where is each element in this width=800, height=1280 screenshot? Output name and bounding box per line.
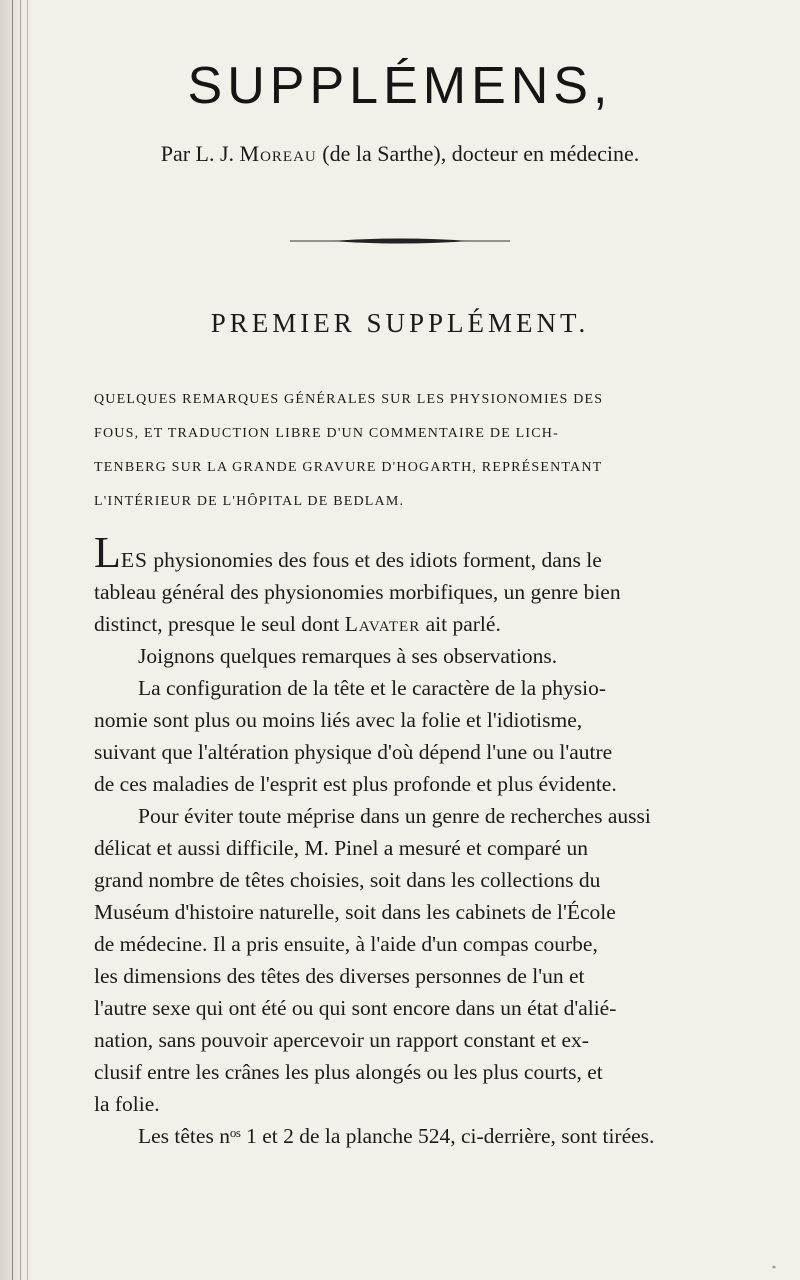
- binding-rule: [12, 0, 13, 1280]
- paragraph-3-line: de ces maladies de l'esprit est plus profonde et plus évidente.: [94, 772, 617, 796]
- paragraph-4-line: nation, sans pouvoir apercevoir un rapport constant et ex-: [94, 1028, 589, 1052]
- paragraph-4-line: de médecine. Il a pris ensuite, à l'aide d'un compas courbe,: [94, 932, 598, 956]
- main-title: SUPPLÉMENS,: [187, 57, 613, 115]
- binding-rule: [27, 0, 28, 1280]
- author-suffix: (de la Sarthe), docteur en médecine.: [322, 141, 640, 166]
- paragraph-4-line: délicat et aussi difficile, M. Pinel a mesuré et comparé un: [94, 836, 588, 860]
- paragraph-4-line: la folie.: [94, 1092, 160, 1116]
- paragraph-1-line: tableau général des physionomies morbifiques, un genre bien: [94, 580, 621, 604]
- subtitle-line: QUELQUES REMARQUES GÉNÉRALES SUR LES PHYSIONOMIES DES: [94, 392, 604, 407]
- binding-rule: [20, 0, 21, 1280]
- paragraph-3-line: La configuration de la tête et le caractère de la physio-: [138, 676, 606, 700]
- paragraph-text: ait parlé.: [425, 612, 501, 636]
- paragraph-4-line: l'autre sexe qui ont été ou qui sont encore dans un état d'alié-: [94, 996, 617, 1020]
- page-binding-edge: [0, 0, 34, 1280]
- author-line: [0, 140, 800, 168]
- page-mark: *: [772, 1264, 776, 1273]
- paragraph-text: distinct, presque le seul dont: [94, 612, 340, 636]
- body-text: [94, 528, 746, 1152]
- paragraph-1-line: [94, 528, 746, 577]
- paragraph-4-line: Muséum d'histoire naturelle, soit dans les cabinets de l'École: [94, 900, 616, 924]
- author-prefix: Par L. J.: [160, 141, 235, 166]
- paragraph-3-line: suivant que l'altération physique d'où dépend l'une ou l'autre: [94, 740, 613, 764]
- paragraph-5: Les têtes nᵒˢ 1 et 2 de la planche 524, ci-derrière, sont tirées.: [138, 1124, 655, 1148]
- paragraph-1-line: [94, 608, 746, 640]
- paragraph-4-line: grand nombre de têtes choisies, soit dans les collections du: [94, 868, 601, 892]
- paragraph-3-line: nomie sont plus ou moins liés avec la folie et l'idiotisme,: [94, 708, 583, 732]
- first-word-rest: ES: [120, 548, 148, 572]
- decorative-rule: [290, 238, 510, 244]
- author-name: Moreau: [239, 141, 317, 166]
- author-reference: Lavater: [344, 612, 421, 636]
- subtitle-line: TENBERG SUR LA GRANDE GRAVURE D'HOGARTH, REPRÉSENTANT: [94, 460, 603, 475]
- section-title: PREMIER SUPPLÉMENT.: [210, 308, 590, 338]
- subtitle-line: L'INTÉRIEUR DE L'HÔPITAL DE BEDLAM.: [94, 494, 405, 509]
- subtitle-line: FOUS, ET TRADUCTION LIBRE D'UN COMMENTAIRE DE LICH-: [94, 426, 559, 441]
- chapter-subtitle: [94, 383, 744, 519]
- drop-cap: L: [94, 528, 121, 577]
- paragraph-4-line: les dimensions des têtes des diverses personnes de l'un et: [94, 964, 585, 988]
- paragraph-4-line: clusif entre les crânes les plus alongés ou les plus courts, et: [94, 1060, 603, 1084]
- paragraph-text: physionomies des fous et des idiots forment, dans le: [153, 548, 602, 572]
- paragraph-4-line: Pour éviter toute méprise dans un genre de recherches aussi: [138, 804, 651, 828]
- paragraph-2: Joignons quelques remarques à ses observations.: [138, 644, 558, 668]
